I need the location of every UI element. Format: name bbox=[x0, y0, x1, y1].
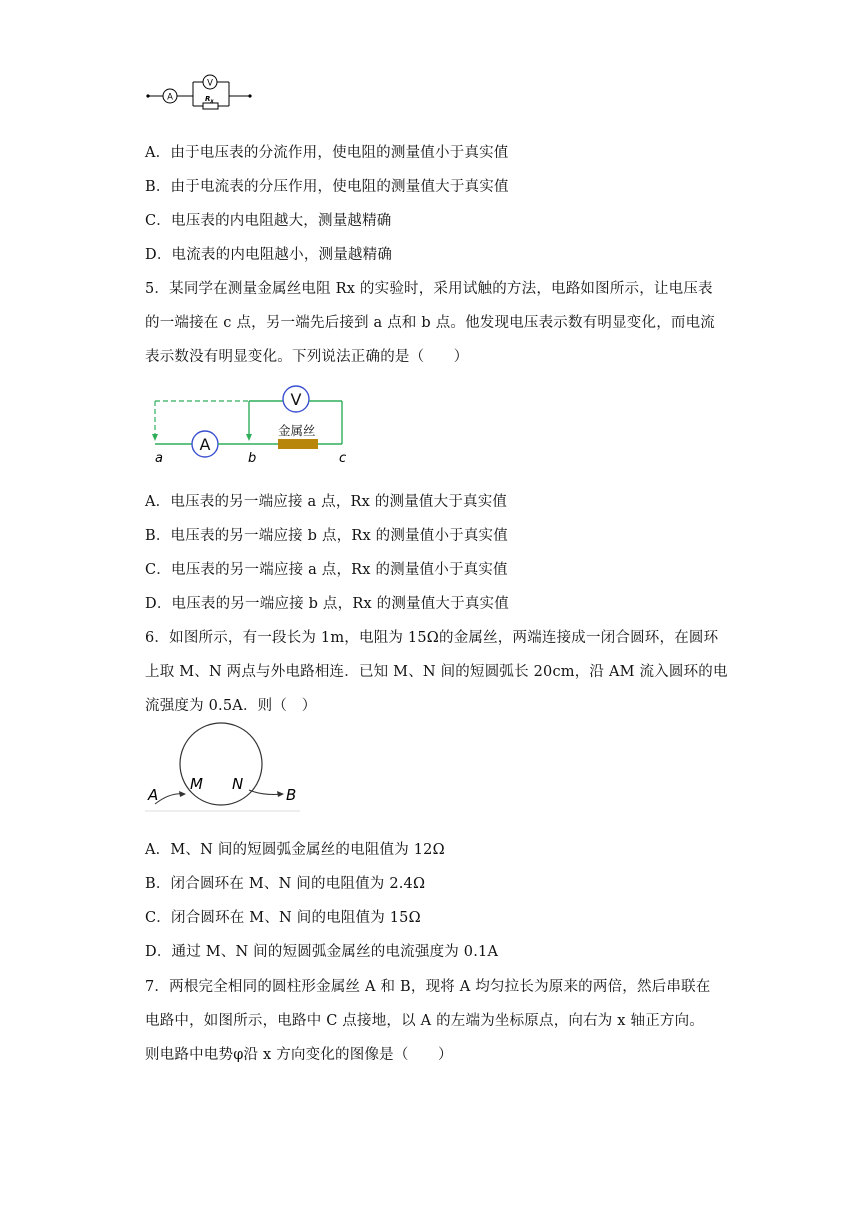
q5-option-c: C．电压表的另一端应接 a 点，Rx 的测量值小于真实值 bbox=[145, 562, 508, 578]
figure-circuit-1 bbox=[145, 72, 260, 118]
point-A-label: A bbox=[148, 786, 159, 804]
q6-option-b: B．闭合圆环在 M、N 间的电阻值为 2.4Ω bbox=[145, 876, 426, 892]
resistor-label: $R_x$ bbox=[205, 95, 214, 105]
q6-text-3: 流强度为 0.5A．则（ ） bbox=[145, 698, 317, 714]
point-a-label: a bbox=[155, 451, 163, 466]
q4-option-b: B．由于电流表的分压作用，使电阻的测量值大于真实值 bbox=[145, 179, 509, 195]
q5-text-2: 的一端接在 c 点，另一端先后接到 a 点和 b 点。他发现电压表示数有明显变化，而电流 bbox=[145, 315, 715, 331]
metal-wire-label: 金属丝 bbox=[278, 423, 316, 438]
point-B-label: B bbox=[286, 786, 297, 804]
q5-option-b: B．电压表的另一端应接 b 点，Rx 的测量值小于真实值 bbox=[145, 528, 508, 544]
q6-option-c: C．闭合圆环在 M、N 间的电阻值为 15Ω bbox=[145, 910, 421, 926]
point-b-label: b bbox=[248, 451, 257, 466]
ammeter-label: A bbox=[167, 92, 173, 103]
point-M-label: M bbox=[190, 775, 203, 793]
q7-text-1: 7．两根完全相同的圆柱形金属丝 A 和 B，现将 A 均匀拉长为原来的两倍，然后串联在 bbox=[145, 979, 711, 995]
q5-text-1: 5．某同学在测量金属丝电阻 Rx 的实验时，采用试触的方法，电路如图所示，让电压表 bbox=[145, 281, 713, 297]
figure-metal-ring bbox=[145, 722, 305, 814]
q6-option-d: D．通过 M、N 间的短圆弧金属丝的电流强度为 0.1A bbox=[145, 944, 499, 960]
point-N-label: N bbox=[232, 775, 244, 793]
q7-text-3: 则电路中电势φ沿 x 方向变化的图像是（ ） bbox=[145, 1047, 453, 1063]
ammeter-label: A bbox=[199, 435, 211, 454]
q5-option-a: A．电压表的另一端应接 a 点，Rx 的测量值大于真实值 bbox=[145, 494, 508, 510]
q4-option-c: C．电压表的内电阻越大，测量越精确 bbox=[145, 213, 392, 229]
q4-option-a: A．由于电压表的分流作用，使电阻的测量值小于真实值 bbox=[145, 145, 509, 161]
voltmeter-label: V bbox=[290, 390, 302, 409]
q6-text-1: 6．如图所示，有一段长为 1m，电阻为 15Ω的金属丝，两端连接成一闭合圆环，在圆环 bbox=[145, 630, 719, 646]
q5-option-d: D．电压表的另一端应接 b 点，Rx 的测量值大于真实值 bbox=[145, 596, 509, 612]
q6-option-a: A．M、N 间的短圆弧金属丝的电阻值为 12Ω bbox=[145, 842, 445, 858]
point-c-label: c bbox=[339, 451, 347, 466]
q4-option-d: D．电流表的内电阻越小，测量越精确 bbox=[145, 247, 393, 263]
figure-circuit-metal-wire bbox=[145, 378, 360, 466]
voltmeter-label: V bbox=[207, 78, 213, 89]
q7-text-2: 电路中，如图所示，电路中 C 点接地，以 A 的左端为坐标原点，向右为 x 轴正方向。 bbox=[145, 1013, 704, 1029]
q6-text-2: 上取 M、N 两点与外电路相连．已知 M、N 间的短圆弧长 20cm，沿 AM 流入圆环的电 bbox=[145, 664, 728, 680]
q5-text-3: 表示数没有明显变化。下列说法正确的是（ ） bbox=[145, 349, 469, 365]
